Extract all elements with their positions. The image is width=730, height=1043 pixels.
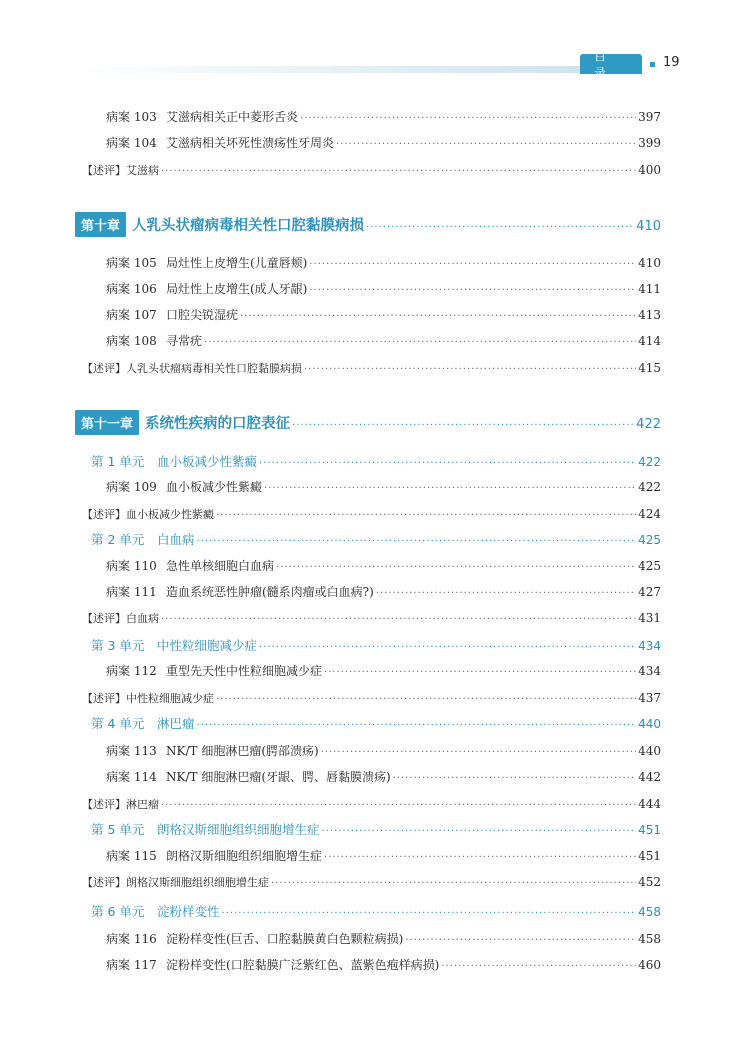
case-title: 重型先天性中性粒细胞减少症 [166, 664, 323, 678]
leader-dots [240, 311, 636, 322]
case-title: NK/T 细胞淋巴瘤(牙龈、腭、唇黏膜溃疡) [166, 770, 391, 784]
case-number: 病案 106 [106, 282, 157, 296]
page-number: 458 [638, 905, 661, 919]
case-number: 病案 115 [106, 849, 157, 863]
case-number: 病案 112 [106, 664, 157, 678]
chapter-title: 人乳头状瘤病毒相关性口腔黏膜病损 [132, 218, 365, 234]
page-number: 451 [638, 823, 661, 837]
header-band [80, 66, 580, 73]
case-number: 病案 111 [106, 585, 157, 599]
unit-title: 中性粒细胞减少症 [157, 638, 258, 653]
toc-entry-case[interactable] [106, 742, 661, 759]
leader-dots [161, 166, 636, 177]
header-page-number: 19 [663, 55, 680, 70]
unit-number: 第 3 单元 [91, 638, 145, 653]
case-title: 局灶性上皮增生(儿童唇颊) [166, 256, 308, 270]
case-title: 局灶性上皮增生(成人牙龈) [166, 282, 308, 296]
page-number: 452 [638, 875, 661, 889]
leader-dots [197, 536, 637, 547]
leader-dots [264, 483, 636, 494]
page-number: 460 [638, 958, 661, 972]
case-title: 淀粉样变性(巨舌、口腔黏膜黄白色颗粒病损) [166, 932, 404, 946]
leader-dots [309, 259, 636, 270]
case-title: 朗格汉斯细胞组织细胞增生症 [166, 849, 323, 863]
toc-entry-case[interactable] [106, 956, 661, 973]
toc-entry-review[interactable] [82, 690, 661, 706]
leader-dots [216, 694, 636, 705]
page-number: 410 [636, 219, 661, 234]
toc-entry-unit[interactable] [91, 714, 661, 732]
toc-entry-case[interactable] [106, 583, 661, 600]
review-title: 【述评】淋巴瘤 [82, 798, 159, 811]
page-number: 399 [638, 136, 661, 150]
toc-entry-case[interactable] [106, 557, 661, 574]
toc-entry-unit[interactable] [91, 820, 661, 838]
toc-entry-review[interactable] [82, 162, 661, 178]
leader-dots [376, 588, 636, 599]
toc-entry-case[interactable] [106, 662, 661, 679]
toc-entry-case[interactable] [106, 768, 661, 785]
page-number: 400 [638, 163, 661, 177]
toc-entry-unit[interactable] [91, 636, 661, 654]
case-title: 寻常疣 [166, 334, 203, 348]
toc-entry-review[interactable] [82, 874, 661, 890]
unit-title: 白血病 [157, 532, 195, 547]
leader-dots [161, 614, 636, 625]
header-square-icon [650, 62, 655, 67]
unit-number: 第 6 单元 [91, 904, 145, 919]
review-title: 【述评】血小板减少性紫癜 [82, 508, 214, 521]
review-title: 【述评】中性粒细胞减少症 [82, 692, 214, 705]
review-title: 【述评】艾滋病 [82, 164, 159, 177]
chapter-number: 第十章 [75, 212, 126, 237]
leader-dots [322, 826, 637, 837]
toc-entry-case[interactable] [106, 847, 661, 864]
page-number: 397 [638, 110, 661, 124]
leader-dots [336, 139, 636, 150]
case-title: 造血系统恶性肿瘤(髓系肉瘤或白血病?) [166, 585, 374, 599]
leader-dots [405, 935, 636, 946]
unit-title: 淀粉样变性 [157, 904, 220, 919]
leader-dots [309, 285, 636, 296]
page-number: 425 [638, 533, 661, 547]
case-number: 病案 103 [106, 110, 157, 124]
toc-entry-chapter[interactable] [75, 212, 661, 237]
leader-dots [324, 852, 636, 863]
toc-entry-unit[interactable] [91, 902, 661, 920]
toc-entry-case[interactable] [106, 280, 661, 297]
case-number: 病案 108 [106, 334, 157, 348]
unit-number: 第 1 单元 [91, 454, 145, 469]
case-title: 艾滋病相关坏死性溃疡性牙周炎 [166, 136, 335, 150]
review-title: 【述评】朗格汉斯细胞组织细胞增生症 [82, 876, 269, 889]
chapter-title: 系统性疾病的口腔表征 [145, 416, 291, 432]
toc-entry-review[interactable] [82, 610, 661, 626]
toc-entry-unit[interactable] [91, 530, 661, 548]
case-number: 病案 104 [106, 136, 157, 150]
page-number: 410 [638, 256, 661, 270]
leader-dots [366, 222, 634, 233]
case-number: 病案 110 [106, 559, 157, 573]
leader-dots [292, 420, 634, 431]
page-number: 444 [638, 797, 661, 811]
case-title: 口腔尖锐湿疣 [166, 308, 239, 322]
case-title: NK/T 细胞淋巴瘤(腭部溃疡) [166, 744, 319, 758]
leader-dots [393, 773, 636, 784]
toc-entry-case[interactable] [106, 930, 661, 947]
leader-dots [216, 510, 636, 521]
page-number: 411 [638, 282, 661, 296]
page-number: 425 [638, 559, 661, 573]
leader-dots [197, 720, 637, 731]
unit-number: 第 2 单元 [91, 532, 145, 547]
page-number: 422 [636, 417, 661, 432]
review-title: 【述评】人乳头状瘤病毒相关性口腔黏膜病损 [82, 362, 302, 375]
leader-dots [324, 667, 636, 678]
leader-dots [259, 642, 636, 653]
page-number: 414 [638, 334, 661, 348]
header-section-tab: 目录 [580, 54, 642, 74]
unit-number: 第 5 单元 [91, 822, 145, 837]
case-title: 淀粉样变性(口腔黏膜广泛紫红色、蓝紫色疱样病损) [166, 958, 440, 972]
leader-dots [161, 800, 636, 811]
toc-entry-chapter[interactable] [75, 410, 661, 435]
case-title: 艾滋病相关正中菱形舌炎 [166, 110, 299, 124]
unit-title: 血小板减少性紫癜 [157, 454, 258, 469]
page-number: 458 [638, 932, 661, 946]
case-title: 急性单核细胞白血病 [166, 559, 275, 573]
case-number: 病案 114 [106, 770, 157, 784]
toc-entry-case[interactable] [106, 332, 661, 349]
toc-entry-review[interactable] [82, 506, 661, 522]
leader-dots [276, 562, 636, 573]
leader-dots [222, 908, 637, 919]
case-title: 血小板减少性紫癜 [166, 480, 263, 494]
page-number: 431 [638, 611, 661, 625]
toc-entry-case[interactable] [106, 108, 661, 125]
page-number: 440 [638, 717, 661, 731]
page-number: 451 [638, 849, 661, 863]
case-number: 病案 105 [106, 256, 157, 270]
leader-dots [271, 878, 636, 889]
page-number: 415 [638, 361, 661, 375]
chapter-number: 第十一章 [75, 410, 139, 435]
case-number: 病案 116 [106, 932, 157, 946]
page-number: 440 [638, 744, 661, 758]
page-number: 442 [638, 770, 661, 784]
toc-entry-case[interactable] [106, 306, 661, 323]
page-number: 422 [638, 455, 661, 469]
page-number: 437 [638, 691, 661, 705]
toc-entry-case[interactable] [106, 134, 661, 151]
leader-dots [204, 337, 636, 348]
leader-dots [259, 458, 636, 469]
case-number: 病案 107 [106, 308, 157, 322]
unit-number: 第 4 单元 [91, 716, 145, 731]
page-number: 434 [638, 639, 661, 653]
toc-entry-review[interactable] [82, 796, 661, 812]
unit-title: 淋巴瘤 [157, 716, 195, 731]
review-title: 【述评】白血病 [82, 612, 159, 625]
case-number: 病案 117 [106, 958, 157, 972]
leader-dots [300, 113, 636, 124]
page-number: 434 [638, 664, 661, 678]
leader-dots [441, 961, 636, 972]
page-number: 413 [638, 308, 661, 322]
page-number: 427 [638, 585, 661, 599]
leader-dots [321, 747, 636, 758]
page-number: 422 [638, 480, 661, 494]
toc-entry-unit[interactable] [91, 452, 661, 470]
leader-dots [304, 364, 636, 375]
page-number: 424 [638, 507, 661, 521]
case-number: 病案 113 [106, 744, 157, 758]
case-number: 病案 109 [106, 480, 157, 494]
toc-entry-case[interactable] [106, 478, 661, 495]
unit-title: 朗格汉斯细胞组织细胞增生症 [157, 822, 320, 837]
toc-entry-case[interactable] [106, 254, 661, 271]
toc-entry-review[interactable] [82, 360, 661, 376]
